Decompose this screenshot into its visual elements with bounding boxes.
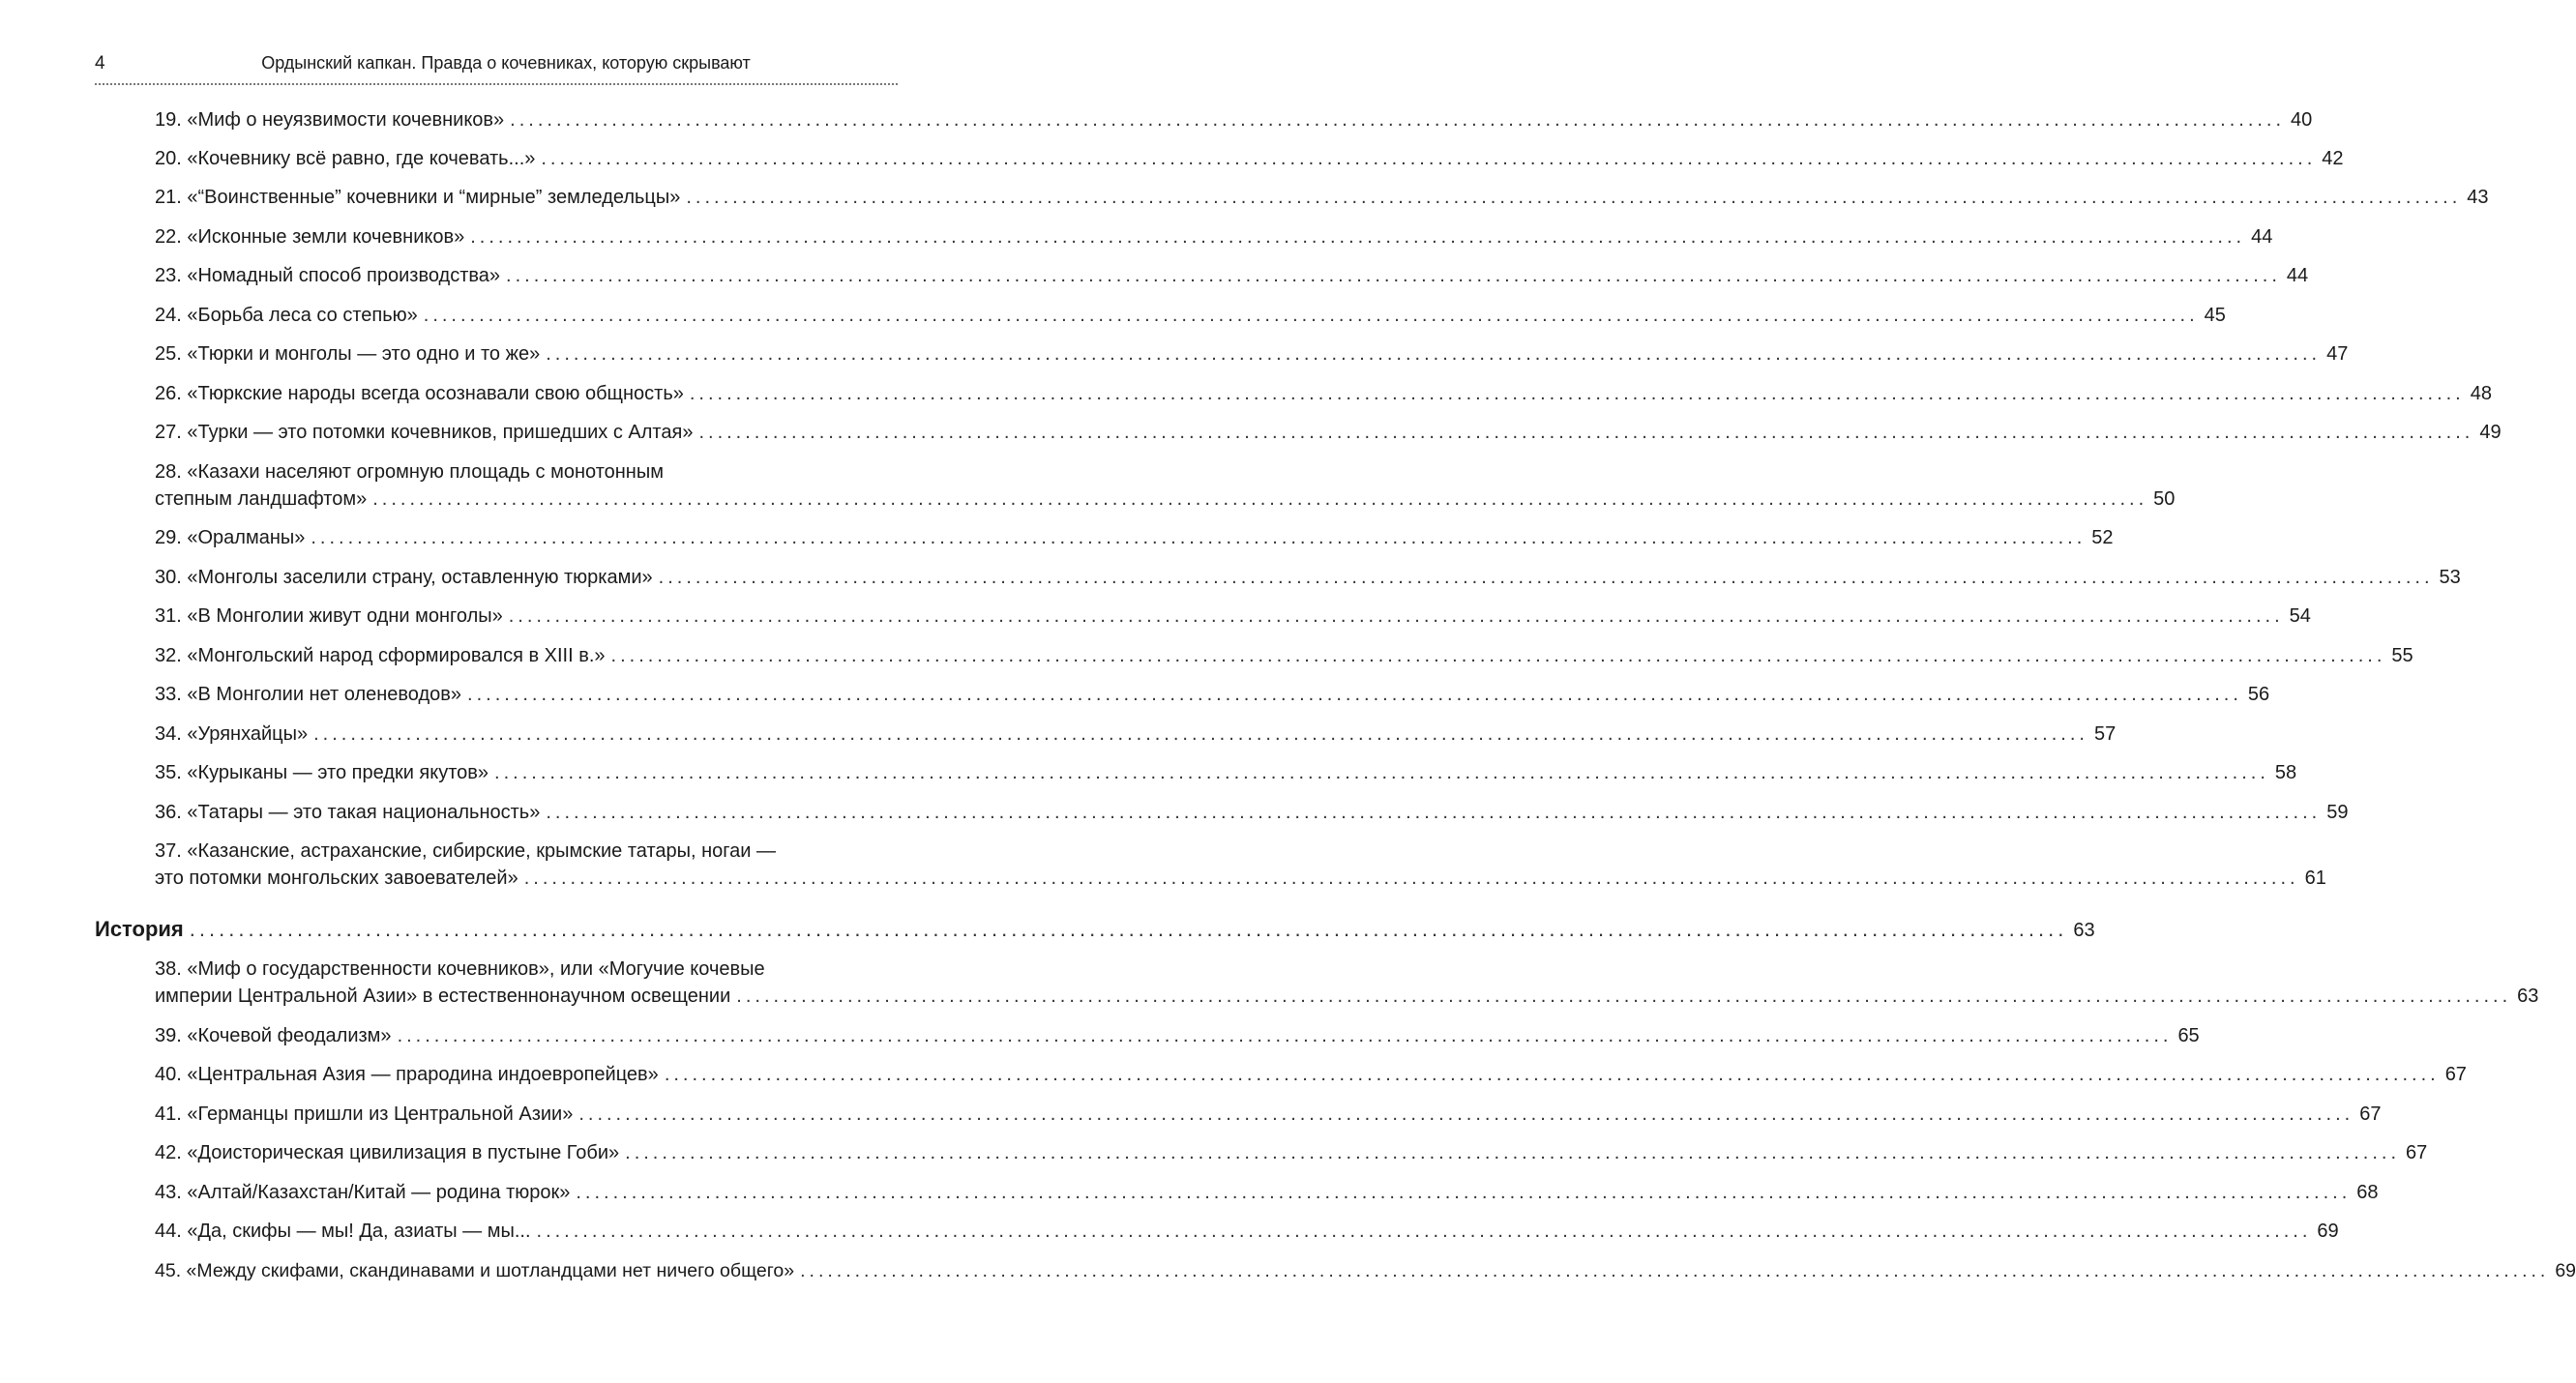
toc-entry-36[interactable]: 36. «Татары — это такая национальность» ................................................................................................................................................................................................ 59 <box>155 799 898 826</box>
toc-page-number: 67 <box>2359 1103 2382 1125</box>
leader-dots: ................................................................................................................................................................................................ <box>610 645 2386 666</box>
toc-page-number: 45 <box>2204 305 2226 326</box>
leader-dots: ................................................................................................................................................................................................ <box>510 109 2286 131</box>
leader-dots: ................................................................................................................................................................................................ <box>546 802 2322 823</box>
toc-page-number: 47 <box>2326 343 2349 365</box>
toc-entry-43[interactable]: 43. «Алтай/Казахстан/Китай — родина тюрок» ................................................................................................................................................................................................ 68 <box>155 1179 898 1206</box>
leader-dots: ................................................................................................................................................................................................ <box>800 1260 2550 1281</box>
toc-page-number: 54 <box>2289 605 2311 627</box>
leader-dots: ................................................................................................................................................................................................ <box>506 265 2281 286</box>
toc-page-number: 61 <box>2304 868 2326 889</box>
toc-entry-22[interactable]: 22. «Исконные земли кочевников» ................................................................................................................................................................................................ 44 <box>155 223 898 250</box>
leader-dots: ................................................................................................................................................................................................ <box>541 148 2317 169</box>
toc-entry-20[interactable]: 20. «Кочевнику всё равно, где кочевать...» ................................................................................................................................................................................................ 42 <box>155 145 898 172</box>
toc-page-number: 69 <box>2317 1221 2339 1242</box>
toc-entry-19[interactable]: 19. «Миф о неуязвимости кочевников» ................................................................................................................................................................................................ 40 <box>155 106 898 133</box>
leader-dots: ................................................................................................................................................................................................ <box>311 527 2087 548</box>
leader-dots: ................................................................................................................................................................................................ <box>576 1182 2352 1203</box>
leader-dots: ................................................................................................................................................................................................ <box>470 226 2246 248</box>
toc-entry-30[interactable]: 30. «Монголы заселили страну, оставленную тюрками» ................................................................................................................................................................................................ 53 <box>155 564 898 591</box>
section-title: История <box>95 917 184 941</box>
leader-dots: ................................................................................................................................................................................................ <box>625 1142 2401 1163</box>
toc-entry-29[interactable]: 29. «Оралманы» ................................................................................................................................................................................................ 52 <box>155 524 898 551</box>
toc-entry-24[interactable]: 24. «Борьба леса со степью» ................................................................................................................................................................................................ 45 <box>155 302 898 329</box>
toc-page-number: 69 <box>2555 1260 2576 1281</box>
leader-dots: ................................................................................................................................................................................................ <box>536 1221 2312 1242</box>
leader-dots: ................................................................................................................................................................................................ <box>658 567 2434 588</box>
toc-page-number: 49 <box>2479 422 2502 443</box>
toc-page-number: 52 <box>2091 527 2114 548</box>
toc-page-number: 44 <box>2286 265 2309 286</box>
toc-entry-39[interactable]: 39. «Кочевой феодализм» ................................................................................................................................................................................................ 65 <box>155 1022 898 1049</box>
toc-page-number: 68 <box>2356 1182 2379 1203</box>
leader-dots: ................................................................................................................................................................................................ <box>467 684 2242 705</box>
toc-entry-first-line: 38. «Миф о государственности кочевников», или «Могучие кочевые <box>155 958 765 980</box>
toc-page-number: 58 <box>2274 762 2297 783</box>
toc-page-number: 59 <box>2326 802 2349 823</box>
toc-page-number: 63 <box>2517 986 2539 1007</box>
toc-entry-45[interactable]: 45. «Между скифами, скандинавами и шотландцами нет ничего общего» ................................................................................................................................................................................................ 69 <box>155 1257 898 1284</box>
toc-page-number: 67 <box>2444 1064 2467 1085</box>
toc-page-number: 65 <box>2177 1025 2200 1046</box>
toc-entry-first-line: 37. «Казанские, астраханские, сибирские, крымские татары, ногаи — <box>155 840 777 862</box>
toc-entry-44[interactable]: 44. «Да, скифы — мы! Да, азиаты — мы... ................................................................................................................................................................................................ 69 <box>155 1218 898 1245</box>
toc-entry-31[interactable]: 31. «В Монголии живут одни монголы» ................................................................................................................................................................................................ 54 <box>155 603 898 630</box>
toc-page-number: 57 <box>2093 723 2117 745</box>
leader-dots: ................................................................................................................................................................................................ <box>189 917 2068 941</box>
toc-entry-21[interactable]: 21. «“Воинственные” кочевники и “мирные” земледельцы» ................................................................................................................................................................................................ 43 <box>155 184 898 211</box>
toc-entry-33[interactable]: 33. «В Монголии нет оленеводов» ................................................................................................................................................................................................ 56 <box>155 681 898 708</box>
leader-dots: ................................................................................................................................................................................................ <box>494 762 2269 783</box>
toc-entry-28[interactable]: 28. «Казахи населяют огромную площадь с монотонным степным ландшафтом» ................................................................................................................................................................................................ 50 <box>155 458 898 513</box>
toc-entry-42[interactable]: 42. «Доисторическая цивилизация в пустыне Гоби» ................................................................................................................................................................................................ 67 <box>155 1139 898 1166</box>
page-number: 4 <box>95 53 105 74</box>
leader-dots: ................................................................................................................................................................................................ <box>523 868 2299 889</box>
toc-entry-25[interactable]: 25. «Тюрки и монголы — это одно и то же» ................................................................................................................................................................................................ 47 <box>155 340 898 368</box>
leader-dots: ................................................................................................................................................................................................ <box>664 1064 2440 1085</box>
toc-page-number: 42 <box>2322 148 2344 169</box>
running-header <box>95 48 898 85</box>
leader-dots: ................................................................................................................................................................................................ <box>313 723 2088 745</box>
toc-entry-37[interactable]: 37. «Казанские, астраханские, сибирские, крымские татары, ногаи — это потомки монгольских завоевателей» ................................................................................................................................................................................................ 61 <box>155 838 898 892</box>
running-title: Ордынский капкан. Правда о кочевниках, которую скрывают <box>261 53 751 73</box>
toc-entry-first-line: 28. «Казахи населяют огромную площадь с монотонным <box>155 461 664 483</box>
leader-dots: ................................................................................................................................................................................................ <box>508 605 2284 627</box>
toc-page-number: 56 <box>2247 684 2270 705</box>
toc-entry-34[interactable]: 34. «Урянхайцы» ................................................................................................................................................................................................ 57 <box>155 721 898 748</box>
toc-page-number: 44 <box>2251 226 2273 248</box>
toc-section-history[interactable] <box>95 915 2095 945</box>
toc-page-number: 40 <box>2291 109 2313 131</box>
leader-dots: ................................................................................................................................................................................................ <box>397 1025 2173 1046</box>
toc-page-number: 53 <box>2439 567 2461 588</box>
leader-dots: ................................................................................................................................................................................................ <box>689 383 2465 404</box>
toc-entry-23[interactable]: 23. «Номадный способ производства» ................................................................................................................................................................................................ 44 <box>155 262 898 289</box>
leader-dots: ................................................................................................................................................................................................ <box>686 187 2462 208</box>
toc-page-number: 48 <box>2470 383 2492 404</box>
toc-page-number: 63 <box>2073 920 2095 941</box>
toc-entry-35[interactable]: 35. «Курыканы — это предки якутов» ................................................................................................................................................................................................ 58 <box>155 759 898 786</box>
toc-entry-27[interactable]: 27. «Турки — это потомки кочевников, пришедших с Алтая» ................................................................................................................................................................................................ 49 <box>155 419 898 446</box>
toc-page-number: 50 <box>2153 488 2176 510</box>
toc-entry-32[interactable]: 32. «Монгольский народ сформировался в XIII в.» ................................................................................................................................................................................................ 55 <box>155 642 898 669</box>
leader-dots: ................................................................................................................................................................................................ <box>546 343 2322 365</box>
toc-entry-26[interactable]: 26. «Тюркские народы всегда осознавали свою общность» ................................................................................................................................................................................................ 48 <box>155 380 898 407</box>
toc-page-number: 43 <box>2467 187 2489 208</box>
toc-page-number: 67 <box>2406 1142 2428 1163</box>
toc-entry-41[interactable]: 41. «Германцы пришли из Центральной Азии» ................................................................................................................................................................................................ 67 <box>155 1101 898 1128</box>
leader-dots: ................................................................................................................................................................................................ <box>698 422 2474 443</box>
leader-dots: ................................................................................................................................................................................................ <box>578 1103 2354 1125</box>
toc-page-number: 55 <box>2391 645 2413 666</box>
toc-entry-38[interactable]: 38. «Миф о государственности кочевников», или «Могучие кочевые империи Центральной Азии» в естественнонаучном освещении ................................................................................................................................................................................................ 63 <box>155 956 898 1010</box>
leader-dots: ................................................................................................................................................................................................ <box>372 488 2148 510</box>
leader-dots: ................................................................................................................................................................................................ <box>736 986 2512 1007</box>
toc-entry-40[interactable]: 40. «Центральная Азия — прародина индоевропейцев» ................................................................................................................................................................................................ 67 <box>155 1061 898 1088</box>
leader-dots: ................................................................................................................................................................................................ <box>423 305 2199 326</box>
